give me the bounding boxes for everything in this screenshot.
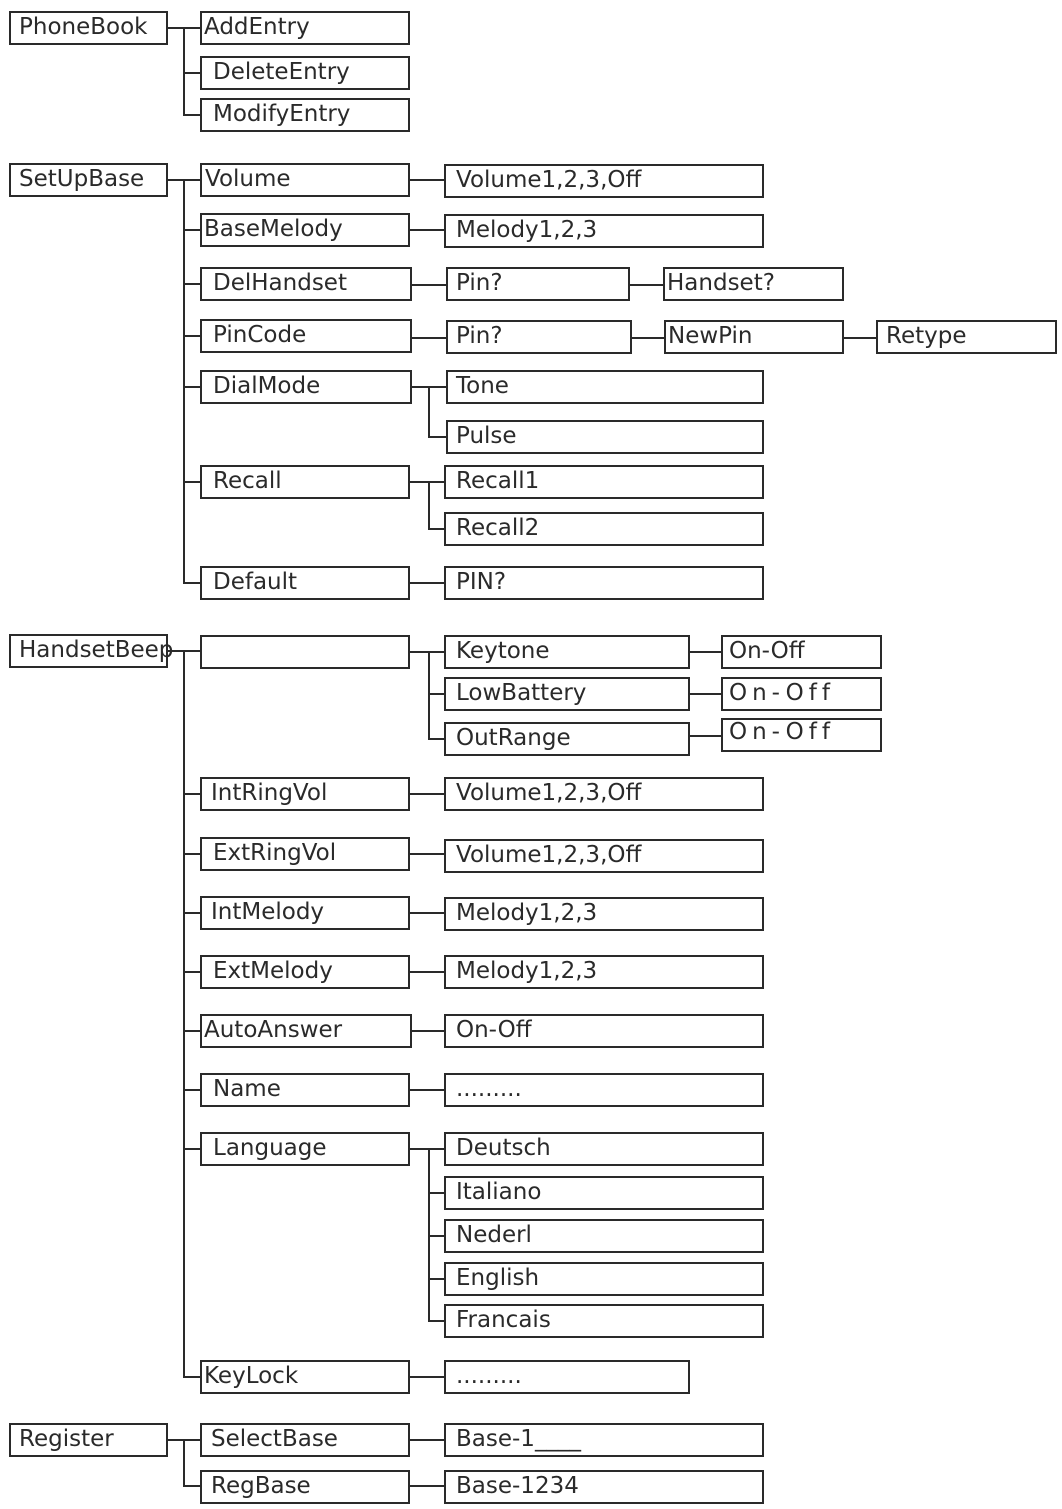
connector <box>183 72 200 74</box>
connector <box>183 1148 200 1150</box>
option-box-language-francais: Francais <box>444 1304 764 1338</box>
option-box-language-italiano: Italiano <box>444 1176 764 1210</box>
connector <box>428 651 430 739</box>
menu-label-handset: Handset <box>19 637 115 663</box>
submenu-box-selectbase: SelectBase <box>200 1423 410 1457</box>
submenu-box-volume: Volume <box>200 163 410 197</box>
submenu-label-beep: Beep <box>114 637 174 663</box>
connector <box>183 114 200 116</box>
submenu-box-delhandset: DelHandset <box>200 267 412 301</box>
submenu-box-pincode: PinCode <box>200 319 412 353</box>
submenu-box-recall: Recall <box>200 465 410 499</box>
option-box-volume: Volume1,2,3,Off <box>444 164 764 198</box>
menu-box-setupbase: SetUpBase <box>9 163 168 197</box>
option-box-selectbase: Base-1____ <box>444 1423 764 1457</box>
connector <box>428 1278 444 1280</box>
option-box-lowbattery: LowBattery <box>444 677 690 711</box>
connector <box>183 853 200 855</box>
value-box-lowbattery: On-Off <box>721 677 882 711</box>
option-box-pincode-pin: Pin? <box>446 320 632 354</box>
connector <box>183 481 200 483</box>
submenu-box-extringvol: ExtRingVol <box>200 837 410 871</box>
connector <box>183 335 200 337</box>
connector <box>410 853 444 855</box>
option-box-recall2: Recall2 <box>444 512 764 546</box>
option-box-language-nederl: Nederl <box>444 1219 764 1253</box>
connector <box>690 651 721 653</box>
submenu-box-deleteentry: DeleteEntry <box>200 56 410 90</box>
submenu-box-basemelody: BaseMelody <box>200 213 410 247</box>
option-box-autoanswer: On-Off <box>444 1014 764 1048</box>
connector <box>428 738 444 740</box>
connector <box>428 436 446 438</box>
menu-box-phonebook: PhoneBook <box>9 11 168 45</box>
connector <box>410 793 444 795</box>
submenu-box-modifyentry: ModifyEntry <box>200 98 410 132</box>
submenu-box-regbase: RegBase <box>200 1470 410 1504</box>
option-box-delhandset-pin: Pin? <box>446 267 630 301</box>
submenu-box-language: Language <box>200 1132 410 1166</box>
connector <box>410 1376 444 1378</box>
submenu-box-intringvol: IntRingVol <box>200 777 410 811</box>
option-box-dialmode-pulse: Pulse <box>446 420 764 454</box>
connector <box>410 179 444 181</box>
submenu-box-dialmode: DialMode <box>200 370 412 404</box>
submenu-box-name: Name <box>200 1073 410 1107</box>
connector <box>183 283 200 285</box>
connector <box>630 284 663 286</box>
value-box-keytone: On-Off <box>721 635 882 669</box>
connector <box>183 793 200 795</box>
connector <box>183 912 200 914</box>
connector <box>410 912 444 914</box>
submenu-box-beep <box>200 635 410 669</box>
option-box-keytone: Keytone <box>444 635 690 669</box>
submenu-box-addentry: AddEntry <box>200 11 410 45</box>
connector <box>428 528 444 530</box>
option-box-language-english: English <box>444 1262 764 1296</box>
option-box-recall1: Recall1 <box>444 465 764 499</box>
menu-box-register: Register <box>9 1423 168 1457</box>
connector <box>412 337 446 339</box>
option-box-basemelody: Melody1,2,3 <box>444 214 764 248</box>
option-box-intringvol: Volume1,2,3,Off <box>444 777 764 811</box>
connector <box>428 481 430 528</box>
connector <box>183 582 200 584</box>
connector <box>183 1089 200 1091</box>
option-box-extringvol: Volume1,2,3,Off <box>444 839 764 873</box>
connector <box>183 179 185 582</box>
connector <box>410 1439 444 1441</box>
connector <box>428 1320 444 1322</box>
connector <box>428 693 444 695</box>
option-box-name: ......... <box>444 1073 764 1107</box>
option-box-extmelody: Melody1,2,3 <box>444 955 764 989</box>
connector <box>410 651 444 653</box>
connector <box>183 27 185 115</box>
submenu-box-extmelody: ExtMelody <box>200 955 410 989</box>
menu-box-handset <box>9 634 174 668</box>
option-box-keylock: ......... <box>444 1360 690 1394</box>
connector <box>183 1030 200 1032</box>
submenu-box-intmelody: IntMelody <box>200 896 410 930</box>
connector <box>844 337 876 339</box>
option-box-regbase: Base-1234 <box>444 1470 764 1504</box>
connector <box>690 735 721 737</box>
connector <box>410 1089 444 1091</box>
submenu-box-autoanswer: AutoAnswer <box>200 1014 412 1048</box>
option-box-language-deutsch: Deutsch <box>444 1132 764 1166</box>
option-box-default-pin: PIN? <box>444 566 764 600</box>
connector <box>183 386 200 388</box>
connector <box>183 1376 200 1378</box>
connector <box>183 1485 200 1487</box>
option-box-pincode-retype: Retype <box>876 320 1057 354</box>
option-box-dialmode-tone: Tone <box>446 370 764 404</box>
connector <box>183 1439 185 1485</box>
option-box-delhandset-handset: Handset? <box>663 267 844 301</box>
connector <box>428 1148 430 1320</box>
option-box-intmelody: Melody1,2,3 <box>444 897 764 931</box>
submenu-box-default: Default <box>200 566 410 600</box>
connector <box>410 582 444 584</box>
connector <box>428 386 430 436</box>
connector <box>412 1030 444 1032</box>
connector <box>428 1192 444 1194</box>
option-box-pincode-newpin: NewPin <box>664 320 844 354</box>
connector <box>183 229 200 231</box>
connector <box>410 971 444 973</box>
connector <box>632 337 664 339</box>
connector <box>183 650 185 1377</box>
option-box-outrange: OutRange <box>444 722 690 756</box>
connector <box>690 693 721 695</box>
connector <box>410 481 444 483</box>
connector <box>183 971 200 973</box>
connector <box>410 229 444 231</box>
connector <box>412 284 446 286</box>
connector <box>428 1235 444 1237</box>
value-box-outrange: On-Off <box>721 718 882 752</box>
submenu-box-keylock: KeyLock <box>200 1360 410 1394</box>
connector <box>410 1148 444 1150</box>
connector <box>410 1485 444 1487</box>
